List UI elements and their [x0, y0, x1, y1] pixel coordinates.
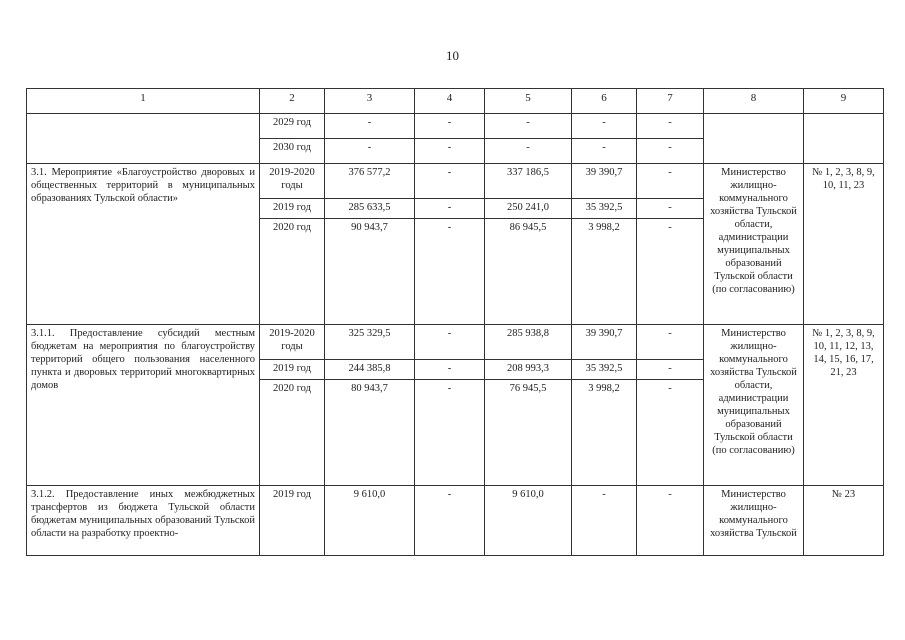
header-cell: 1 — [27, 89, 260, 114]
value-cell: - — [415, 139, 485, 164]
header-cell: 9 — [804, 89, 884, 114]
value-cell: - — [485, 114, 572, 139]
value-cell: - — [415, 325, 485, 360]
value-cell: 9 610,0 — [325, 486, 415, 556]
header-cell: 6 — [572, 89, 637, 114]
value-cell: - — [637, 325, 704, 360]
value-cell: 285 633,5 — [325, 199, 415, 219]
value-cell: - — [415, 380, 485, 486]
year-cell: 2019-2020 годы — [260, 325, 325, 360]
executor-cell: Министерство жилищно-коммунального хозяйства Тульской области, администрации муниципальных образований Тульской области (по согласованию) — [704, 325, 804, 486]
value-cell: 337 186,5 — [485, 164, 572, 199]
value-cell: - — [572, 139, 637, 164]
value-cell: 285 938,8 — [485, 325, 572, 360]
indicators-cell: № 1, 2, 3, 8, 9, 10, 11, 23 — [804, 164, 884, 325]
header-cell: 4 — [415, 89, 485, 114]
empty-cell — [704, 114, 804, 164]
activity-title: 3.1. Мероприятие «Благоустройство дворовых и общественных территорий в муниципальных образованиях Тульской области» — [27, 164, 260, 325]
program-table — [26, 88, 884, 556]
value-cell: 325 329,5 — [325, 325, 415, 360]
page-number: 10 — [446, 48, 459, 63]
empty-cell — [27, 114, 260, 164]
table-row — [27, 164, 884, 199]
value-cell: - — [325, 114, 415, 139]
value-cell: - — [637, 380, 704, 486]
year-cell: 2020 год — [260, 219, 325, 325]
year-cell: 2020 год — [260, 380, 325, 486]
empty-cell — [804, 114, 884, 164]
value-cell: - — [325, 139, 415, 164]
table-row — [27, 325, 884, 360]
value-cell: - — [415, 199, 485, 219]
header-row — [27, 89, 884, 114]
indicators-cell: № 23 — [804, 486, 884, 556]
value-cell: 3 998,2 — [572, 380, 637, 486]
year-cell: 2019 год — [260, 486, 325, 556]
value-cell: - — [485, 139, 572, 164]
value-cell: 39 390,7 — [572, 164, 637, 199]
value-cell: 3 998,2 — [572, 219, 637, 325]
header-cell: 7 — [637, 89, 704, 114]
value-cell: 9 610,0 — [485, 486, 572, 556]
table-row — [27, 114, 884, 139]
value-cell: 39 390,7 — [572, 325, 637, 360]
value-cell: - — [572, 114, 637, 139]
value-cell: 208 993,3 — [485, 360, 572, 380]
header-cell: 3 — [325, 89, 415, 114]
value-cell: - — [415, 164, 485, 199]
value-cell: 86 945,5 — [485, 219, 572, 325]
value-cell: - — [637, 219, 704, 325]
value-cell: - — [637, 486, 704, 556]
value-cell: 35 392,5 — [572, 360, 637, 380]
value-cell: - — [637, 164, 704, 199]
year-cell: 2019 год — [260, 360, 325, 380]
year-cell: 2019-2020 годы — [260, 164, 325, 199]
header-cell: 8 — [704, 89, 804, 114]
value-cell: 35 392,5 — [572, 199, 637, 219]
value-cell: - — [415, 360, 485, 380]
year-cell: 2030 год — [260, 139, 325, 164]
table-row — [27, 486, 884, 556]
value-cell: - — [572, 486, 637, 556]
indicators-cell: № 1, 2, 3, 8, 9, 10, 11, 12, 13, 14, 15, 16, 17, 21, 23 — [804, 325, 884, 486]
header-cell: 5 — [485, 89, 572, 114]
executor-cell: Министерство жилищно-коммунального хозяйства Тульской — [704, 486, 804, 556]
executor-cell: Министерство жилищно-коммунального хозяйства Тульской области, администрации муниципальных образований Тульской области (по согласованию) — [704, 164, 804, 325]
value-cell: - — [415, 219, 485, 325]
value-cell: 80 943,7 — [325, 380, 415, 486]
value-cell: - — [637, 199, 704, 219]
year-cell: 2029 год — [260, 114, 325, 139]
header-cell: 2 — [260, 89, 325, 114]
value-cell: 90 943,7 — [325, 219, 415, 325]
value-cell: - — [415, 486, 485, 556]
value-cell: 76 945,5 — [485, 380, 572, 486]
value-cell: - — [637, 139, 704, 164]
value-cell: 376 577,2 — [325, 164, 415, 199]
year-cell: 2019 год — [260, 199, 325, 219]
value-cell: - — [637, 360, 704, 380]
value-cell: - — [415, 114, 485, 139]
value-cell: 250 241,0 — [485, 199, 572, 219]
activity-title: 3.1.2. Предоставление иных межбюджетных трансфертов из бюджета Тульской области бюджетам муниципальных образований Тульской области на разработку проектно- — [27, 486, 260, 556]
activity-title: 3.1.1. Предоставление субсидий местным бюджетам на мероприятия по благоустройству территорий общего пользования населенного пункта и дворовых территорий многоквартирных домов — [27, 325, 260, 486]
value-cell: - — [637, 114, 704, 139]
value-cell: 244 385,8 — [325, 360, 415, 380]
